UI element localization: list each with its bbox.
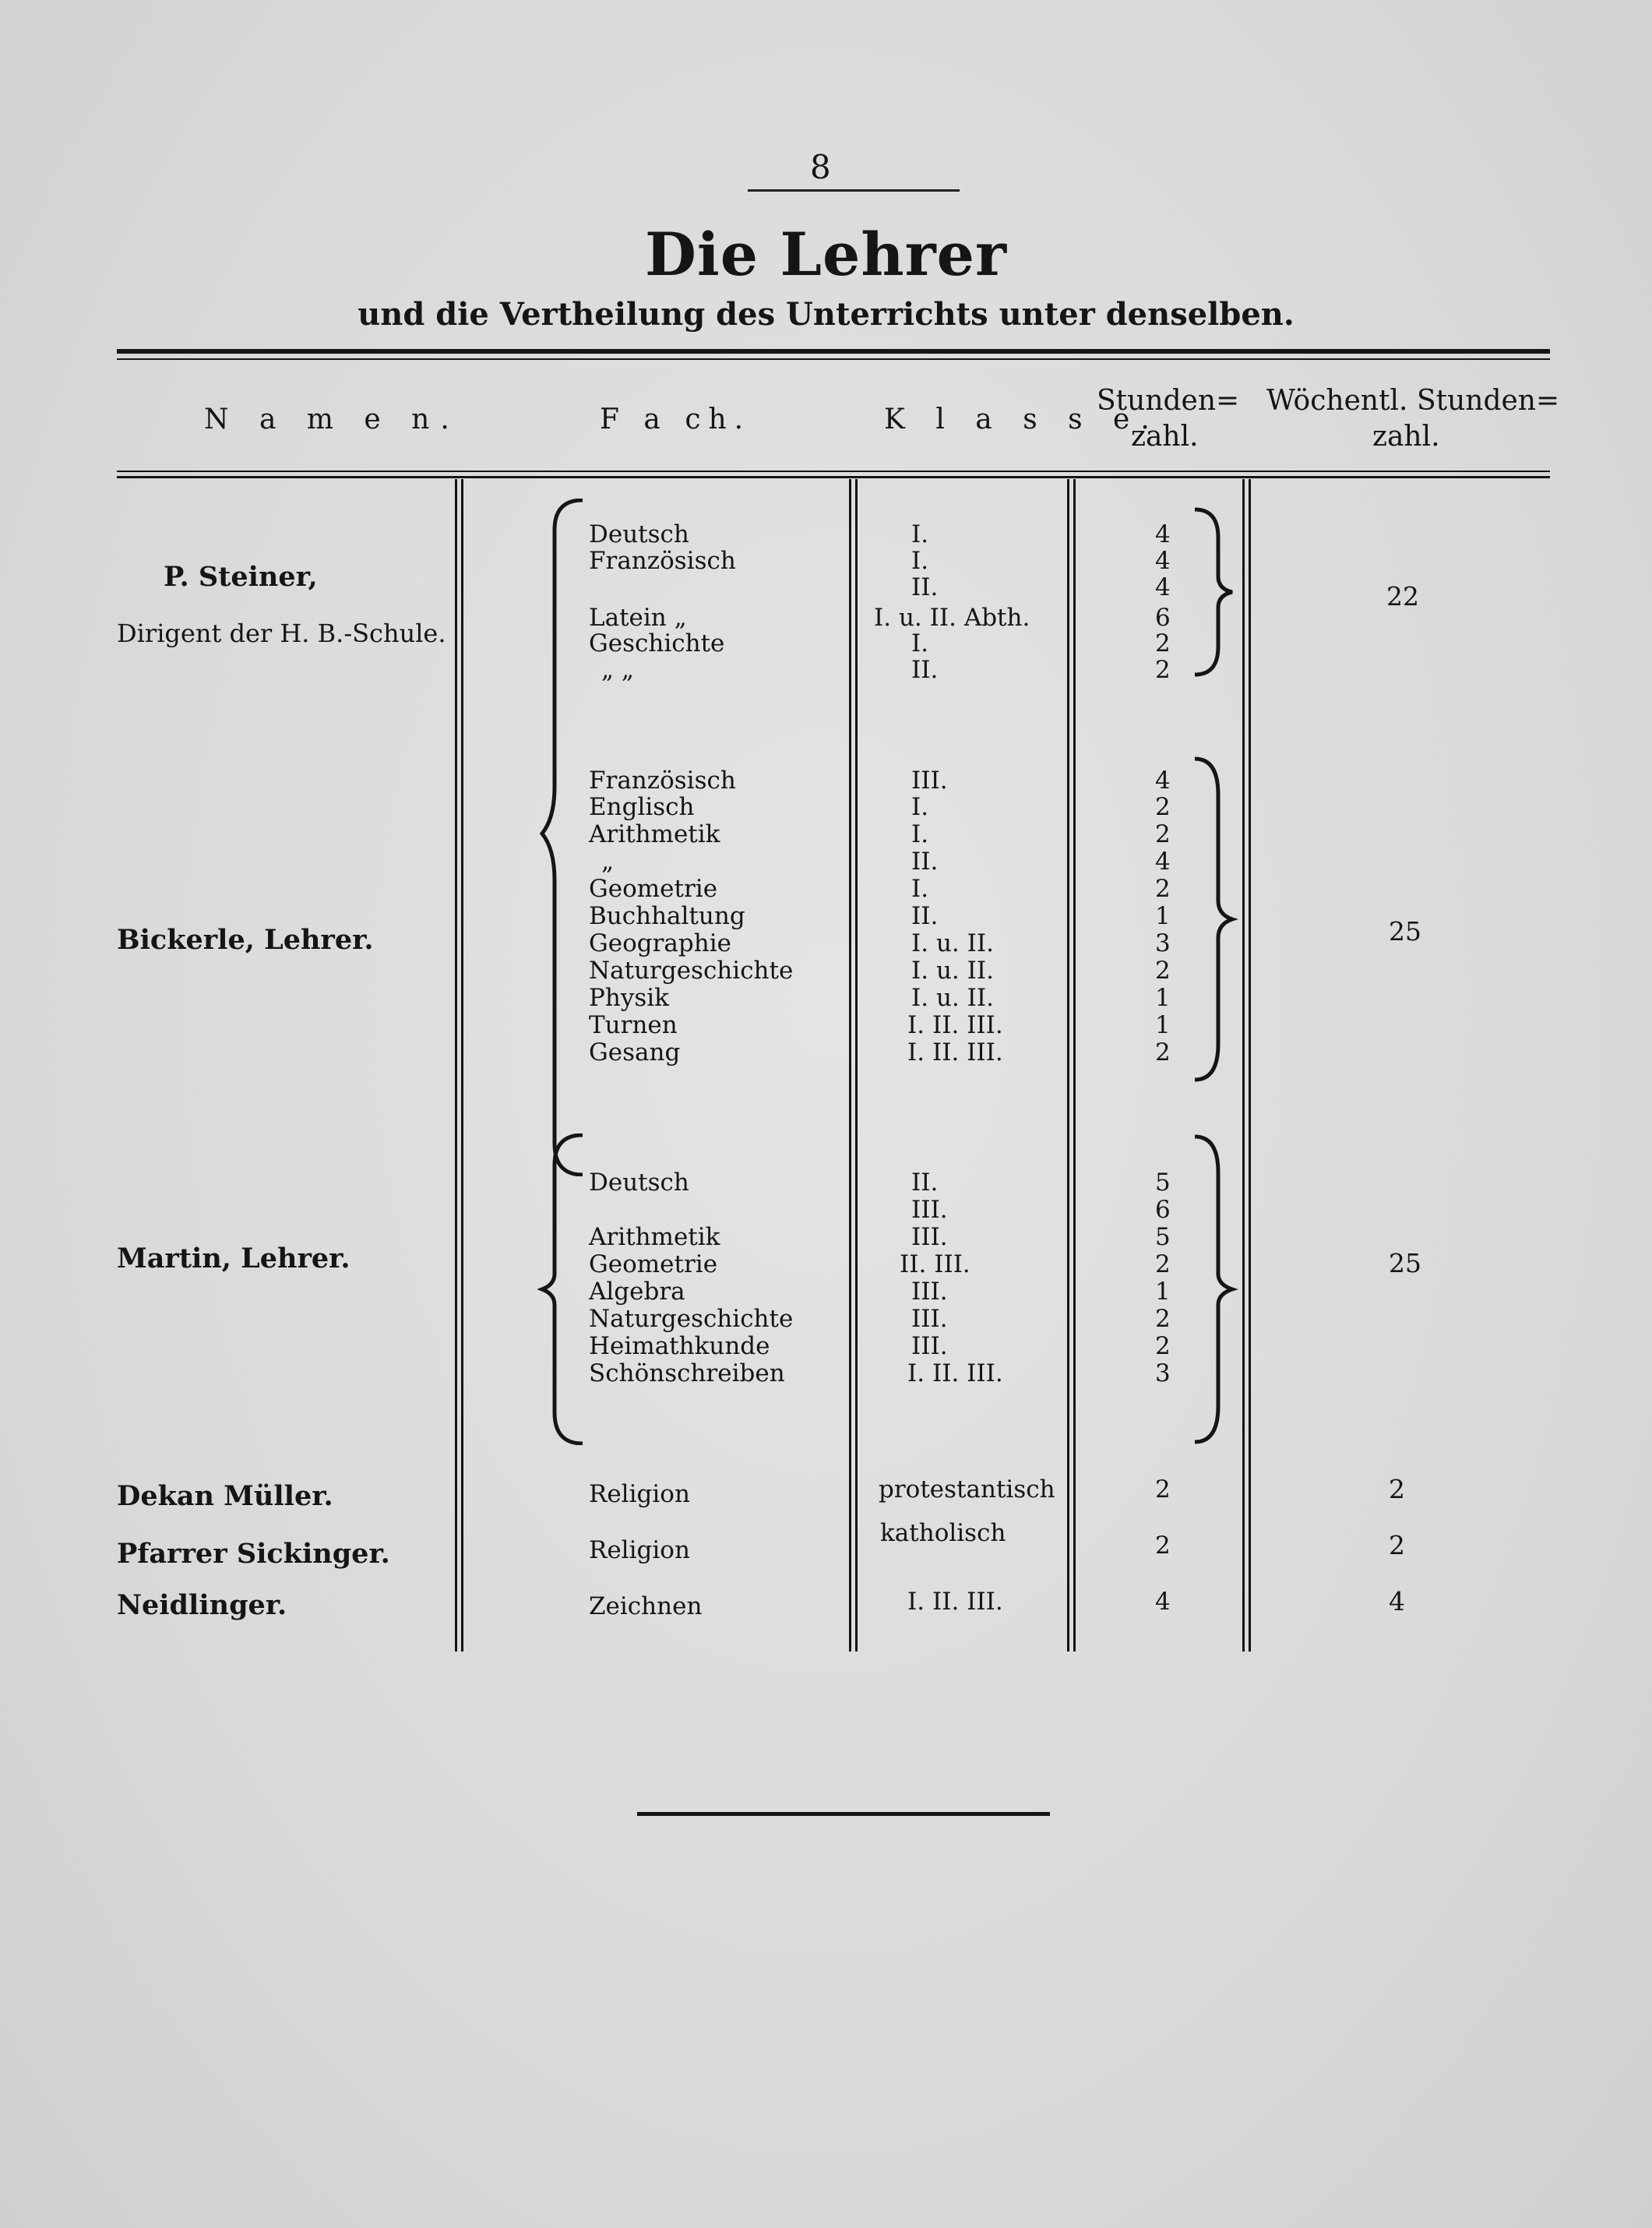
klasse: III.	[911, 1278, 948, 1306]
column-divider	[849, 479, 851, 1652]
header-woechentl-line1: Wöchentl. Stunden=	[1266, 385, 1560, 417]
stunden: 3	[1155, 929, 1171, 957]
stunden: 2	[1155, 1332, 1171, 1360]
fach: Arithmetik	[589, 1223, 720, 1251]
klasse: III.	[911, 1332, 948, 1360]
fach: Naturgeschichte	[589, 957, 794, 985]
weekly-total: 2	[1389, 1474, 1405, 1504]
fach: Geometrie	[589, 1250, 718, 1278]
table-top-rule-thick	[117, 349, 1550, 354]
klasse: III.	[911, 767, 948, 795]
stunden: 2	[1155, 1475, 1171, 1504]
klasse: I. II. III.	[907, 1011, 1003, 1039]
klasse: II.	[911, 848, 939, 876]
klasse: III.	[911, 1305, 948, 1333]
fach: Französisch	[589, 547, 736, 575]
klasse: I. u. II.	[911, 929, 994, 957]
page-title: Die Lehrer	[644, 220, 1008, 289]
stunden: 4	[1155, 767, 1171, 795]
column-divider	[461, 479, 463, 1652]
weekly-total: 2	[1389, 1530, 1405, 1560]
stunden: 5	[1155, 1223, 1171, 1251]
klasse: I.	[911, 520, 929, 548]
stunden: 6	[1155, 604, 1171, 632]
stunden: 4	[1155, 573, 1171, 601]
klasse: I. u. II.	[911, 984, 994, 1012]
fach: Deutsch	[589, 1169, 689, 1197]
teacher-name: Neidlinger.	[117, 1589, 287, 1621]
teacher-name: Pfarrer Sickinger.	[117, 1538, 390, 1570]
column-divider	[1249, 479, 1251, 1652]
klasse: I.	[911, 820, 929, 848]
stunden: 2	[1155, 875, 1171, 903]
fach: „ „	[601, 656, 634, 684]
weekly-total: 25	[1389, 1248, 1421, 1278]
header-stundenzahl-line2: zahl.	[1131, 421, 1199, 453]
fach: Deutsch	[589, 520, 689, 548]
stunden: 4	[1155, 547, 1171, 575]
stunden: 1	[1155, 902, 1171, 930]
header-bottom-rule	[117, 476, 1550, 478]
header-bottom-rule-thin	[117, 471, 1550, 472]
header-namen: N a m e n.	[204, 404, 460, 435]
klasse: I. II. III.	[907, 1038, 1003, 1066]
klasse: I.	[911, 875, 929, 903]
bracket-right-bickerle	[1192, 756, 1238, 1083]
closing-rule	[637, 1812, 1050, 1816]
header-stundenzahl-line1: Stunden=	[1097, 385, 1240, 417]
klasse: katholisch	[880, 1519, 1006, 1547]
stunden: 2	[1155, 1250, 1171, 1278]
teacher-name: P. Steiner,	[164, 561, 318, 593]
klasse: I.	[911, 793, 929, 821]
page-number-rule	[748, 189, 960, 192]
bracket-left-steiner	[537, 499, 592, 1176]
column-divider	[455, 479, 457, 1652]
fach: Gesang	[589, 1038, 681, 1066]
klasse: II. III.	[900, 1250, 970, 1278]
klasse: II.	[911, 573, 939, 601]
stunden: 2	[1155, 820, 1171, 848]
stunden: 1	[1155, 1011, 1171, 1039]
stunden: 4	[1155, 848, 1171, 876]
fach: Heimathkunde	[589, 1332, 770, 1360]
column-divider	[855, 479, 858, 1652]
column-divider	[1242, 479, 1245, 1652]
weekly-total: 22	[1386, 581, 1419, 612]
klasse: protestantisch	[879, 1475, 1055, 1504]
stunden: 2	[1155, 793, 1171, 821]
teacher-role: Dirigent der H. B.-Schule.	[117, 619, 446, 648]
header-fach: F a ch.	[600, 404, 752, 435]
teacher-name: Martin, Lehrer.	[117, 1243, 350, 1274]
fach: Religion	[589, 1536, 690, 1564]
stunden: 2	[1155, 656, 1171, 684]
page-subtitle: und die Vertheilung des Unterrichts unter denselben.	[358, 296, 1294, 333]
stunden: 2	[1155, 1532, 1171, 1560]
klasse: I.	[911, 547, 929, 575]
fach: Religion	[589, 1480, 690, 1508]
stunden: 1	[1155, 984, 1171, 1012]
klasse: I. u. II. Abth.	[874, 604, 1030, 632]
column-divider	[1073, 479, 1076, 1652]
klasse: I. u. II.	[911, 957, 994, 985]
fach: Latein „	[589, 604, 687, 632]
fach: Zeichnen	[589, 1592, 703, 1620]
header-woechentl-line2: zahl.	[1372, 421, 1440, 453]
stunden: 2	[1155, 629, 1171, 657]
stunden: 4	[1155, 1588, 1171, 1616]
teacher-name: Dekan Müller.	[117, 1480, 333, 1512]
table-top-rule-thin	[117, 358, 1550, 360]
fach: Geographie	[589, 929, 731, 957]
fach: Englisch	[589, 793, 695, 821]
klasse: I. II. III.	[907, 1588, 1003, 1616]
bracket-right-martin	[1192, 1133, 1238, 1445]
weekly-total: 25	[1389, 916, 1421, 947]
fach: Französisch	[589, 767, 736, 795]
teacher-name: Bickerle, Lehrer.	[117, 924, 374, 956]
stunden: 2	[1155, 1038, 1171, 1066]
klasse: III.	[911, 1223, 948, 1251]
weekly-total: 4	[1389, 1586, 1405, 1616]
fach: Geometrie	[589, 875, 718, 903]
stunden: 6	[1155, 1196, 1171, 1224]
page-number: 8	[810, 148, 831, 186]
stunden: 4	[1155, 520, 1171, 548]
fach: Buchhaltung	[589, 902, 745, 930]
fach: Arithmetik	[589, 820, 720, 848]
stunden: 2	[1155, 1305, 1171, 1333]
stunden: 3	[1155, 1359, 1171, 1387]
fach: Algebra	[589, 1278, 685, 1306]
bracket-right-steiner	[1192, 506, 1238, 678]
fach: Turnen	[589, 1011, 678, 1039]
fach: „	[601, 848, 615, 876]
stunden: 1	[1155, 1278, 1171, 1306]
header-klasse: K l a s s e.	[884, 404, 1161, 435]
klasse: II.	[911, 1169, 939, 1197]
column-divider	[1067, 479, 1069, 1652]
klasse: III.	[911, 1196, 948, 1224]
fach: Naturgeschichte	[589, 1305, 794, 1333]
stunden: 2	[1155, 957, 1171, 985]
fach: Geschichte	[589, 629, 725, 657]
klasse: I. II. III.	[907, 1359, 1003, 1387]
klasse: II.	[911, 902, 939, 930]
klasse: I.	[911, 629, 929, 657]
klasse: II.	[911, 656, 939, 684]
stunden: 5	[1155, 1169, 1171, 1197]
bracket-left-martin	[537, 1133, 592, 1445]
fach: Schönschreiben	[589, 1359, 785, 1387]
fach: Physik	[589, 984, 669, 1012]
